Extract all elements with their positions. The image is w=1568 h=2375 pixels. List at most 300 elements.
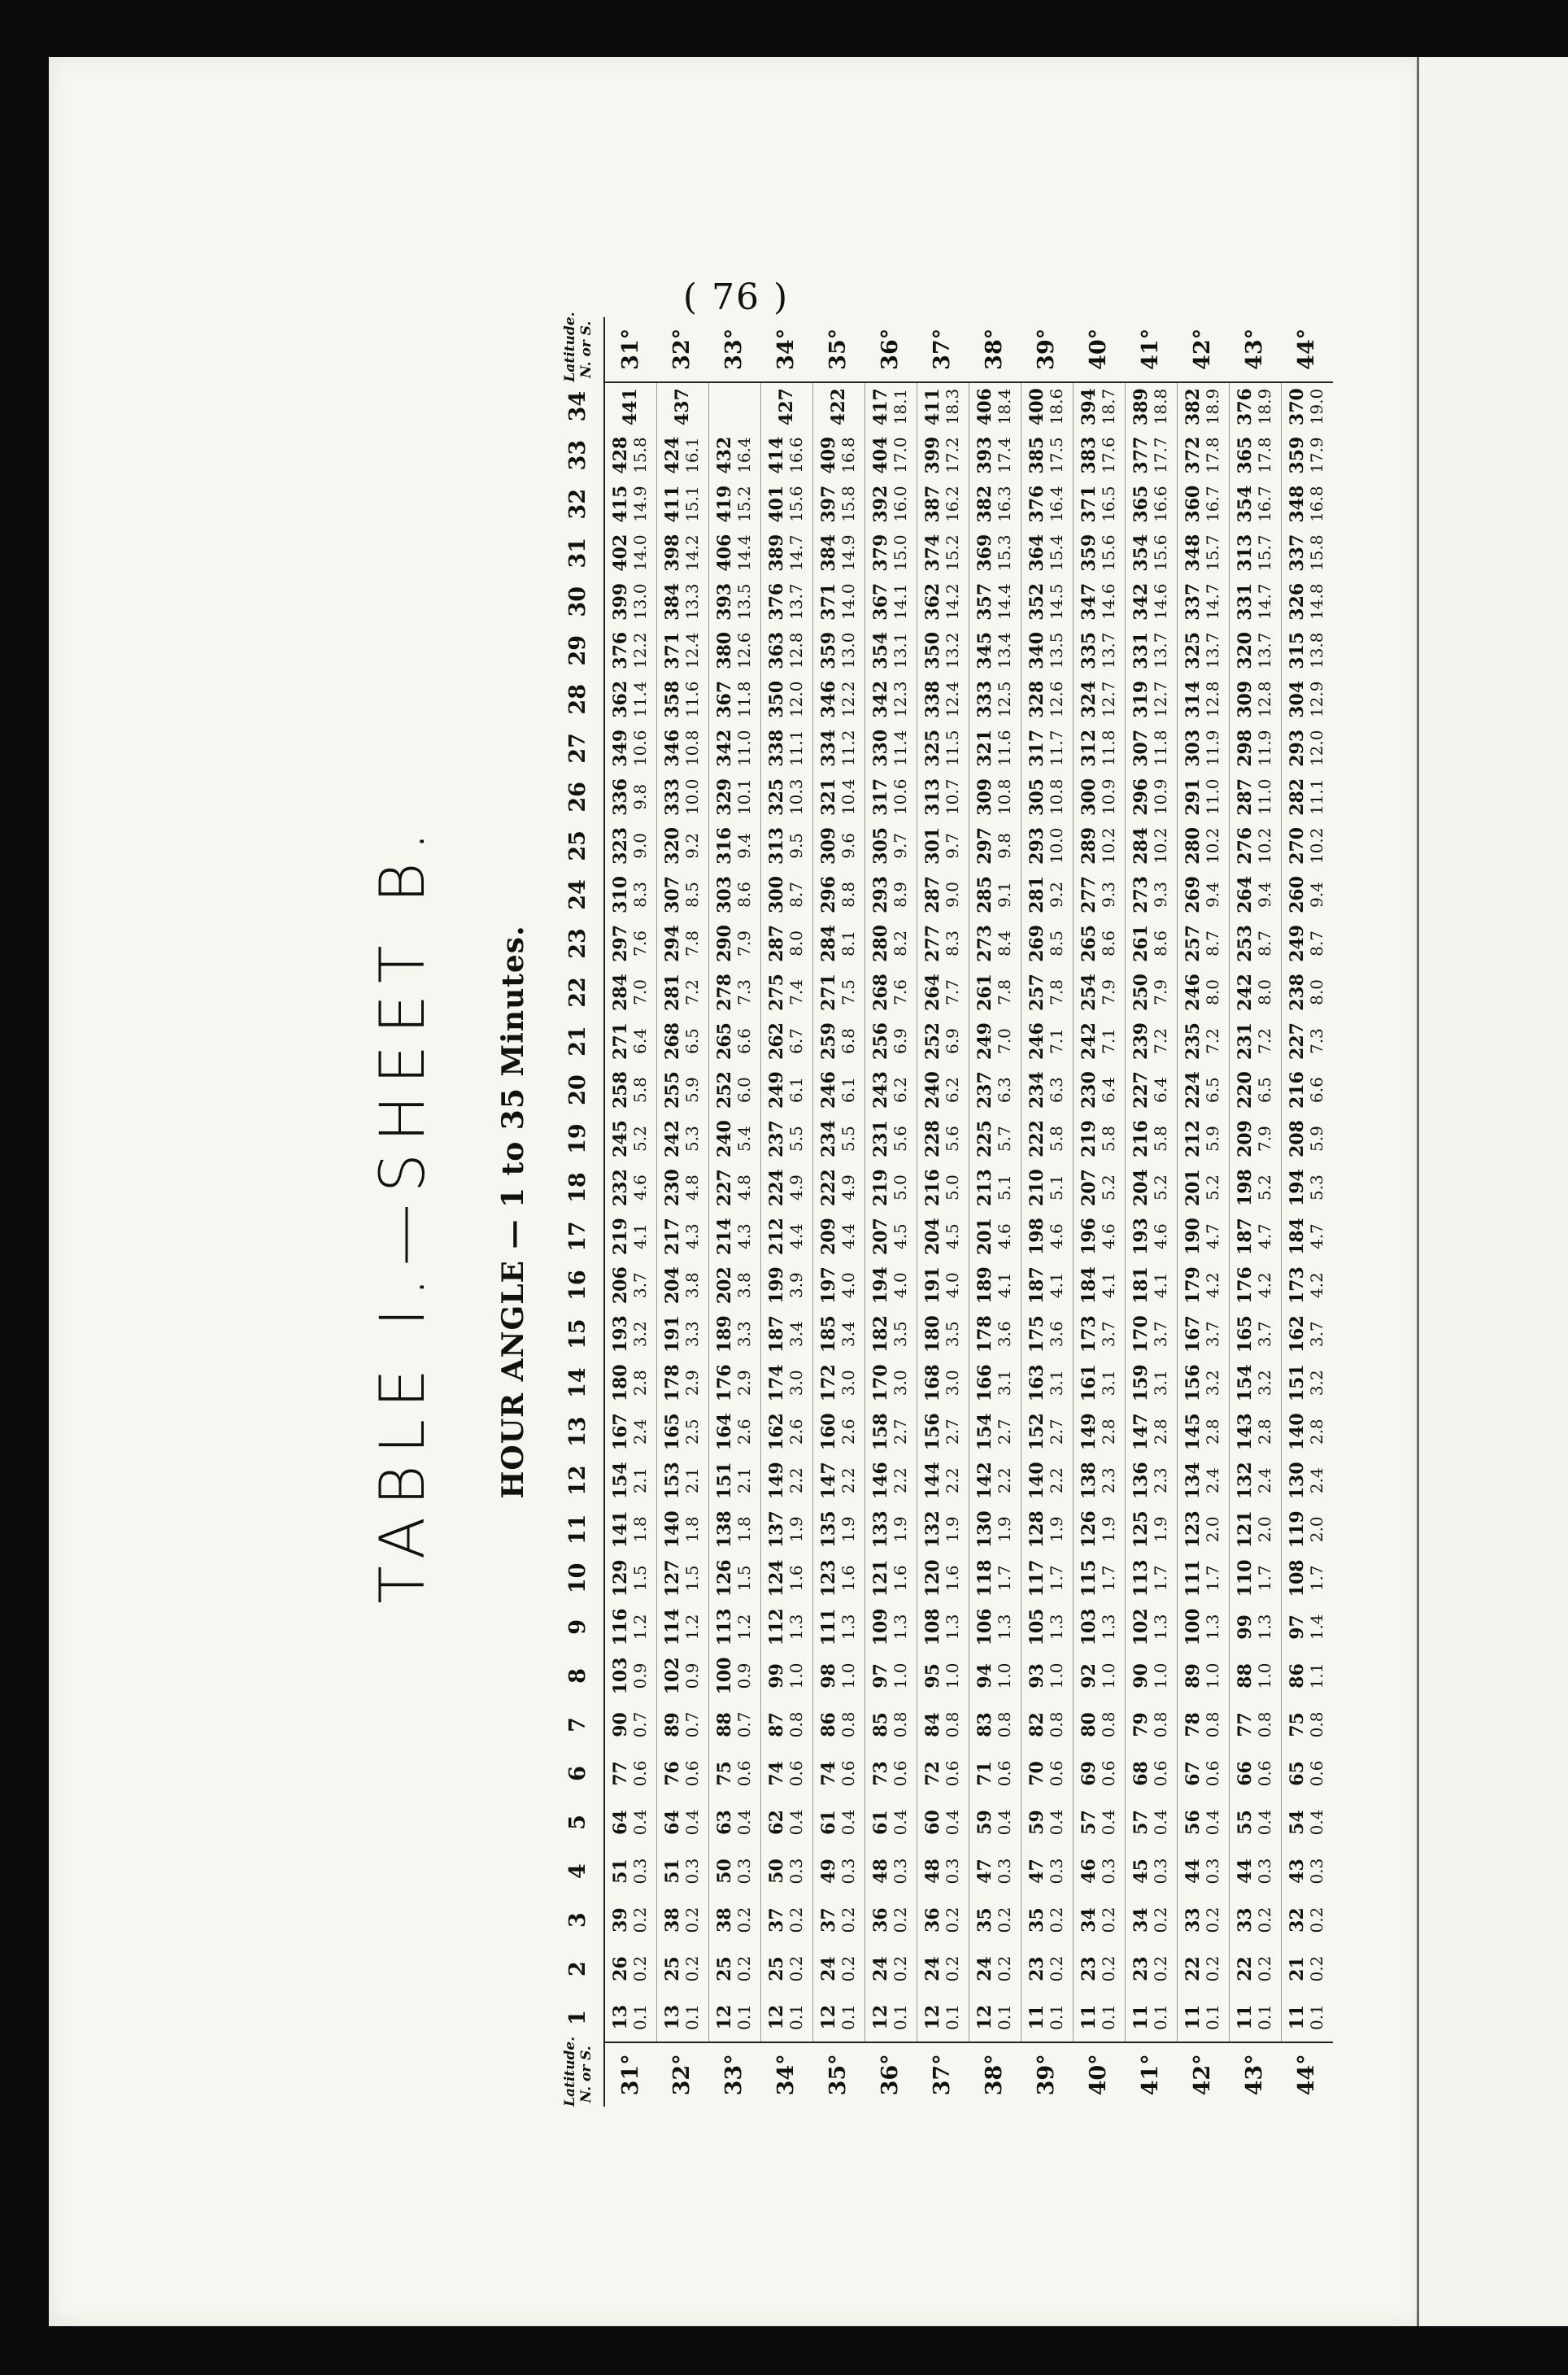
table-cell: [1229, 1212, 1281, 1261]
cell-lower-value: 6.4: [1099, 1077, 1118, 1103]
table-cell: [969, 1261, 1021, 1310]
cell-lower-value: 17.0: [891, 437, 910, 473]
cell-upper-value: 422: [828, 388, 849, 426]
cell-lower-value: 0.2: [995, 1907, 1014, 1933]
cell-lower-value: 0.4: [1203, 1809, 1222, 1836]
table-cell: [969, 1896, 1021, 1945]
cell-upper-value: 202: [714, 1266, 735, 1305]
table-cell: [865, 968, 917, 1017]
cell-upper-value: 84: [922, 1712, 943, 1737]
table-cell: [760, 1212, 812, 1261]
table-cell: [1281, 1994, 1333, 2042]
cell-upper-value: 360: [1183, 485, 1204, 523]
cell-upper-value: 193: [610, 1315, 632, 1353]
cell-upper-value: 44: [1183, 1859, 1204, 1884]
cell-upper-value: 24: [870, 1956, 891, 1981]
cell-lower-value: 1.3: [786, 1614, 806, 1641]
table-cell: [1281, 1945, 1333, 1994]
table-cell: [1177, 724, 1229, 773]
cell-upper-value: 371: [662, 631, 683, 669]
cell-upper-value: 162: [766, 1413, 787, 1451]
table-container: [553, 312, 1431, 2107]
table-cell: [1073, 1261, 1125, 1310]
cell-upper-value: 55: [1235, 1810, 1256, 1835]
cell-lower-value: 0.2: [838, 1955, 858, 1982]
table-cell: [760, 1358, 812, 1407]
table-cell: [1177, 1798, 1229, 1846]
table-cell: [708, 626, 760, 675]
cell-upper-value: 118: [974, 1559, 995, 1597]
table-cell: [1125, 919, 1177, 968]
cell-lower-value: 12.8: [1255, 681, 1274, 718]
table-cell: [708, 1358, 760, 1407]
cell-upper-value: 154: [610, 1462, 632, 1500]
table-cell: [1177, 1847, 1229, 1896]
cell-upper-value: 23: [1078, 1956, 1100, 1981]
cell-upper-value: 246: [1183, 974, 1204, 1011]
cell-upper-value: 156: [1183, 1364, 1204, 1402]
cell-upper-value: 285: [974, 875, 995, 913]
cell-upper-value: 170: [870, 1364, 891, 1402]
table-cell: [760, 577, 812, 626]
table-cell: [604, 821, 656, 870]
cell-lower-value: 9.6: [838, 832, 858, 859]
cell-lower-value: 0.3: [1099, 1858, 1118, 1885]
cell-upper-value: 97: [1287, 1615, 1309, 1640]
cell-lower-value: 2.2: [786, 1467, 806, 1494]
cell-lower-value: 1.7: [1255, 1565, 1274, 1592]
cell-lower-value: 2.4: [630, 1418, 651, 1445]
cell-lower-value: 9.3: [1151, 882, 1170, 908]
cell-lower-value: 11.9: [1255, 730, 1274, 767]
table-cell: [1177, 1700, 1229, 1749]
table-cell: [812, 1114, 865, 1163]
table-cell: [1021, 919, 1073, 968]
table-cell: [656, 675, 708, 724]
cell-upper-value: 112: [766, 1608, 787, 1646]
cell-lower-value: 1.3: [1099, 1614, 1118, 1641]
cell-lower-value: 7.4: [786, 979, 806, 1005]
cell-lower-value: 4.6: [1151, 1223, 1170, 1250]
table-cell: [708, 1163, 760, 1212]
cell-lower-value: 13.5: [734, 583, 754, 620]
cell-lower-value: 3.3: [682, 1321, 702, 1348]
table-cell: [1125, 1114, 1177, 1163]
table-cell: [1229, 1505, 1281, 1554]
table-cell: [1021, 821, 1073, 870]
table-cell: [1281, 626, 1333, 675]
table-cell: [812, 821, 865, 870]
table-cell: [865, 675, 917, 724]
cell-lower-value: 6.1: [838, 1077, 858, 1103]
cell-lower-value: 8.2: [891, 930, 910, 957]
cell-lower-value: 4.5: [943, 1223, 962, 1250]
table-cell: [917, 1554, 969, 1602]
table-cell: [917, 724, 969, 773]
table-cell: [865, 1847, 917, 1896]
cell-upper-value: 284: [1130, 826, 1152, 865]
cell-upper-value: 75: [1287, 1712, 1309, 1737]
cell-lower-value: 10.2: [1307, 827, 1327, 865]
table-row: [865, 317, 917, 2107]
cell-lower-value: 4.8: [734, 1174, 754, 1201]
cell-lower-value: 2.2: [943, 1467, 962, 1494]
table-cell: [812, 1554, 865, 1602]
latitude-label: Latitude.: [562, 2036, 578, 2107]
cell-lower-value: 8.6: [1099, 930, 1118, 957]
table-cell: [760, 1114, 812, 1163]
table-cell: [656, 1065, 708, 1114]
table-cell: [1073, 1065, 1125, 1114]
cell-upper-value: 196: [1078, 1218, 1100, 1256]
cell-lower-value: 6.1: [786, 1077, 806, 1103]
cell-lower-value: 0.8: [1047, 1711, 1066, 1738]
table-cell: [760, 1700, 812, 1749]
cell-lower-value: 8.5: [1047, 930, 1066, 957]
cell-upper-value: 74: [766, 1761, 787, 1786]
table-cell: [812, 1945, 865, 1994]
table-cell: [1073, 1212, 1125, 1261]
minute-column-header: 30: [553, 577, 604, 626]
cell-upper-value: 111: [1183, 1559, 1204, 1597]
table-cell: [604, 1847, 656, 1896]
cell-upper-value: 128: [1026, 1510, 1048, 1549]
table-cell: [917, 1261, 969, 1310]
cell-upper-value: 273: [1130, 875, 1152, 913]
table-cell: [604, 1261, 656, 1310]
cell-lower-value: 1.2: [682, 1614, 702, 1641]
cell-lower-value: 4.5: [891, 1223, 910, 1250]
table-cell: [1021, 1163, 1073, 1212]
cell-lower-value: 0.6: [734, 1760, 754, 1787]
cell-lower-value: 12.7: [1099, 681, 1118, 718]
table-cell: [1281, 870, 1333, 919]
cell-lower-value: 3.7: [1203, 1321, 1222, 1348]
cell-lower-value: 0.3: [995, 1858, 1014, 1885]
table-cell: [656, 1505, 708, 1554]
cell-lower-value: 0.2: [682, 1907, 702, 1933]
cell-upper-value: 331: [1130, 631, 1152, 669]
cell-lower-value: 18.7: [1099, 388, 1118, 425]
table-cell: [865, 529, 917, 577]
cell-lower-value: 11.9: [1203, 730, 1222, 767]
table-cell: [760, 1798, 812, 1846]
cell-upper-value: 303: [1183, 729, 1204, 767]
cell-lower-value: 0.2: [630, 1955, 651, 1982]
cell-upper-value: 69: [1078, 1761, 1100, 1786]
table-cell: [708, 1554, 760, 1602]
table-cell: [865, 724, 917, 773]
table-cell: [656, 1700, 708, 1749]
cell-lower-value: 1.0: [1099, 1662, 1118, 1689]
cell-upper-value: 393: [714, 582, 735, 621]
table-cell: [604, 870, 656, 919]
ns-label: N. or S.: [578, 320, 595, 378]
minute-column-header: 13: [553, 1407, 604, 1456]
cell-lower-value: 7.5: [838, 979, 858, 1005]
page-number: ( 76 ): [682, 277, 790, 318]
cell-lower-value: 4.9: [838, 1174, 858, 1201]
cell-lower-value: 8.4: [995, 930, 1014, 957]
table-cell: [1177, 431, 1229, 480]
table-cell: [969, 1798, 1021, 1846]
table-cell: [656, 1017, 708, 1065]
cell-upper-value: 151: [714, 1462, 735, 1500]
table-cell: [865, 1651, 917, 1700]
cell-lower-value: 9.5: [786, 832, 806, 859]
table-cell: [1073, 1651, 1125, 1700]
cell-lower-value: 5.8: [1047, 1126, 1066, 1152]
table-cell: [1073, 1994, 1125, 2042]
table-cell: [708, 1505, 760, 1554]
cell-lower-value: 9.7: [943, 832, 962, 859]
latitude-cell-right: 34°: [760, 317, 812, 382]
table-cell: [708, 968, 760, 1017]
cell-lower-value: 11.6: [995, 730, 1014, 767]
cell-upper-value: 147: [1130, 1413, 1152, 1451]
cell-upper-value: 204: [662, 1266, 683, 1305]
cell-upper-value: 365: [1235, 436, 1256, 474]
cell-lower-value: 16.7: [1255, 486, 1274, 522]
cell-upper-value: 121: [870, 1559, 891, 1597]
table-cell: [1021, 1017, 1073, 1065]
cell-lower-value: 3.4: [786, 1321, 806, 1348]
cell-upper-value: 249: [974, 1022, 995, 1060]
cell-upper-value: 130: [974, 1510, 995, 1549]
cell-upper-value: 389: [766, 534, 787, 572]
cell-upper-value: 108: [1287, 1559, 1309, 1597]
cell-lower-value: 0.3: [1151, 1858, 1170, 1885]
cell-upper-value: 184: [1287, 1218, 1309, 1256]
table-cell: [1021, 1554, 1073, 1602]
cell-upper-value: 376: [766, 582, 787, 621]
cell-lower-value: 6.7: [786, 1028, 806, 1054]
cell-lower-value: 3.2: [1255, 1370, 1274, 1397]
cell-lower-value: 0.4: [1255, 1809, 1274, 1836]
cell-upper-value: 382: [1183, 388, 1204, 426]
minute-column-header: 24: [553, 870, 604, 919]
table-cell: [1281, 1847, 1333, 1896]
cell-lower-value: 2.5: [682, 1418, 702, 1445]
table-cell: [917, 431, 969, 480]
table-cell: [812, 382, 865, 431]
cell-lower-value: 9.0: [630, 832, 651, 859]
table-cell: [969, 1749, 1021, 1798]
cell-upper-value: 178: [974, 1315, 995, 1353]
cell-lower-value: 2.2: [995, 1467, 1014, 1494]
table-cell: [1073, 1602, 1125, 1651]
table-cell: [1229, 919, 1281, 968]
cell-upper-value: 115: [1078, 1559, 1100, 1597]
table-cell: [1125, 1945, 1177, 1994]
cell-lower-value: 10.6: [630, 730, 651, 767]
table-cell: [708, 1602, 760, 1651]
cell-lower-value: 0.8: [891, 1711, 910, 1738]
cell-lower-value: 11.4: [891, 730, 910, 767]
table-cell: [760, 1310, 812, 1358]
table-cell: [917, 1456, 969, 1505]
table-cell: [1281, 773, 1333, 821]
cell-upper-value: 143: [1235, 1413, 1256, 1451]
table-cell: [604, 626, 656, 675]
table-cell: [1021, 1456, 1073, 1505]
cell-upper-value: 345: [974, 631, 995, 669]
cell-upper-value: 158: [870, 1413, 891, 1451]
table-cell: [656, 1994, 708, 2042]
cell-upper-value: 135: [818, 1510, 839, 1549]
cell-upper-value: 323: [610, 826, 632, 865]
table-cell: [1073, 1700, 1125, 1749]
cell-lower-value: 9.7: [891, 832, 910, 859]
cell-upper-value: 376: [1026, 485, 1048, 523]
cell-upper-value: 140: [1287, 1413, 1309, 1451]
cell-upper-value: 138: [1078, 1462, 1100, 1500]
cell-upper-value: 105: [1026, 1608, 1048, 1646]
cell-lower-value: 0.6: [1307, 1760, 1327, 1787]
cell-lower-value: 4.7: [1203, 1223, 1222, 1250]
table-cell: [1021, 968, 1073, 1017]
minute-column-header: 33: [553, 431, 604, 480]
cell-lower-value: 14.9: [838, 534, 858, 571]
table-cell: [1021, 1994, 1073, 2042]
cell-upper-value: 329: [714, 778, 735, 816]
cell-lower-value: 15.8: [1307, 534, 1327, 571]
cell-upper-value: 136: [1130, 1462, 1152, 1500]
cell-upper-value: 246: [1026, 1022, 1048, 1060]
cell-upper-value: 21: [1287, 1956, 1309, 1981]
table-cell: [969, 1700, 1021, 1749]
cell-upper-value: 253: [1235, 924, 1256, 962]
cell-upper-value: 230: [1078, 1071, 1100, 1109]
cell-lower-value: 15.6: [1151, 534, 1170, 571]
cell-lower-value: 15.1: [682, 486, 702, 522]
cell-lower-value: 0.3: [1203, 1858, 1222, 1885]
cell-lower-value: 1.3: [995, 1614, 1014, 1641]
table-cell: [1125, 1651, 1177, 1700]
cell-lower-value: 5.8: [1099, 1126, 1118, 1152]
cell-upper-value: 50: [766, 1859, 787, 1884]
table-cell: [1021, 1896, 1073, 1945]
cell-upper-value: 194: [1287, 1169, 1309, 1207]
latitude-cell-left: 32°: [656, 2042, 708, 2107]
cell-lower-value: 15.8: [630, 437, 651, 473]
cell-upper-value: 411: [922, 388, 943, 426]
cell-upper-value: 404: [870, 436, 891, 474]
cell-upper-value: 337: [1183, 582, 1204, 621]
cell-lower-value: 7.8: [1047, 979, 1066, 1005]
cell-lower-value: 17.8: [1255, 437, 1274, 473]
table-cell: [865, 1212, 917, 1261]
cell-upper-value: 326: [1287, 582, 1309, 621]
table-cell: [812, 1749, 865, 1798]
table-cell: [865, 1554, 917, 1602]
table-cell: [1229, 1798, 1281, 1846]
cell-lower-value: 14.1: [891, 583, 910, 620]
cell-upper-value: 98: [818, 1663, 839, 1689]
cell-lower-value: 18.8: [1151, 388, 1170, 425]
cell-upper-value: 419: [714, 485, 735, 523]
hour-angle-table: [553, 312, 1333, 2107]
cell-upper-value: 194: [870, 1266, 891, 1305]
table-cell: [604, 480, 656, 529]
cell-upper-value: 97: [870, 1663, 891, 1689]
cell-lower-value: 0.4: [891, 1809, 910, 1836]
cell-lower-value: 14.4: [995, 583, 1014, 620]
table-cell: [1281, 577, 1333, 626]
cell-upper-value: 354: [1130, 534, 1152, 572]
table-cell: [760, 821, 812, 870]
cell-upper-value: 181: [1130, 1266, 1152, 1305]
cell-upper-value: 243: [870, 1071, 891, 1109]
latitude-cell-right: 43°: [1229, 317, 1281, 382]
cell-lower-value: 0.6: [786, 1760, 806, 1787]
table-cell: [708, 1407, 760, 1456]
table-cell: [1021, 1798, 1073, 1846]
table-cell: [917, 870, 969, 919]
cell-lower-value: 14.9: [630, 486, 651, 522]
table-cell: [708, 1114, 760, 1163]
cell-upper-value: 90: [1130, 1663, 1152, 1689]
cell-lower-value: 9.8: [630, 783, 651, 810]
cell-lower-value: 15.2: [943, 534, 962, 571]
table-cell: [1021, 1407, 1073, 1456]
table-cell: [917, 1798, 969, 1846]
cell-upper-value: 59: [974, 1810, 995, 1835]
table-cell: [604, 1065, 656, 1114]
cell-lower-value: 1.0: [891, 1662, 910, 1689]
table-cell: [1073, 821, 1125, 870]
table-cell: [1073, 1798, 1125, 1846]
minute-column-header: 19: [553, 1114, 604, 1163]
latitude-cell-right: 39°: [1021, 317, 1073, 382]
table-cell: [865, 1407, 917, 1456]
cell-upper-value: 182: [870, 1315, 891, 1353]
cell-lower-value: 0.2: [1255, 1955, 1274, 1982]
cell-lower-value: 7.8: [995, 979, 1014, 1005]
cell-upper-value: 365: [1130, 485, 1152, 523]
cell-lower-value: 0.1: [1203, 2004, 1222, 2031]
table-cell: [917, 1017, 969, 1065]
cell-upper-value: 204: [1130, 1169, 1152, 1207]
cell-lower-value: 5.0: [891, 1174, 910, 1201]
table-cell: [865, 870, 917, 919]
cell-upper-value: 47: [974, 1859, 995, 1884]
table-cell: [1125, 1065, 1177, 1114]
latitude-cell-left: 38°: [969, 2042, 1021, 2107]
cell-lower-value: 2.6: [838, 1418, 858, 1445]
table-cell: [1125, 1407, 1177, 1456]
table-cell: [1125, 480, 1177, 529]
cell-lower-value: 8.3: [630, 882, 651, 908]
cell-upper-value: 167: [1183, 1315, 1204, 1353]
cell-lower-value: 11.6: [682, 681, 702, 718]
cell-upper-value: 350: [766, 680, 787, 718]
cell-lower-value: 2.3: [1151, 1467, 1170, 1494]
cell-upper-value: 129: [610, 1559, 632, 1597]
cell-upper-value: 123: [1183, 1510, 1204, 1549]
cell-upper-value: 201: [974, 1218, 995, 1256]
cell-upper-value: 314: [1183, 680, 1204, 718]
cell-lower-value: 1.7: [1203, 1565, 1222, 1592]
cell-lower-value: 3.5: [943, 1321, 962, 1348]
cell-lower-value: 2.1: [682, 1467, 702, 1494]
cell-lower-value: 0.1: [1255, 2004, 1274, 2031]
cell-lower-value: 0.2: [1047, 1907, 1066, 1933]
cell-upper-value: 333: [974, 680, 995, 718]
table-cell: [604, 1310, 656, 1358]
cell-lower-value: 0.7: [630, 1711, 651, 1738]
minute-column-header: 32: [553, 480, 604, 529]
